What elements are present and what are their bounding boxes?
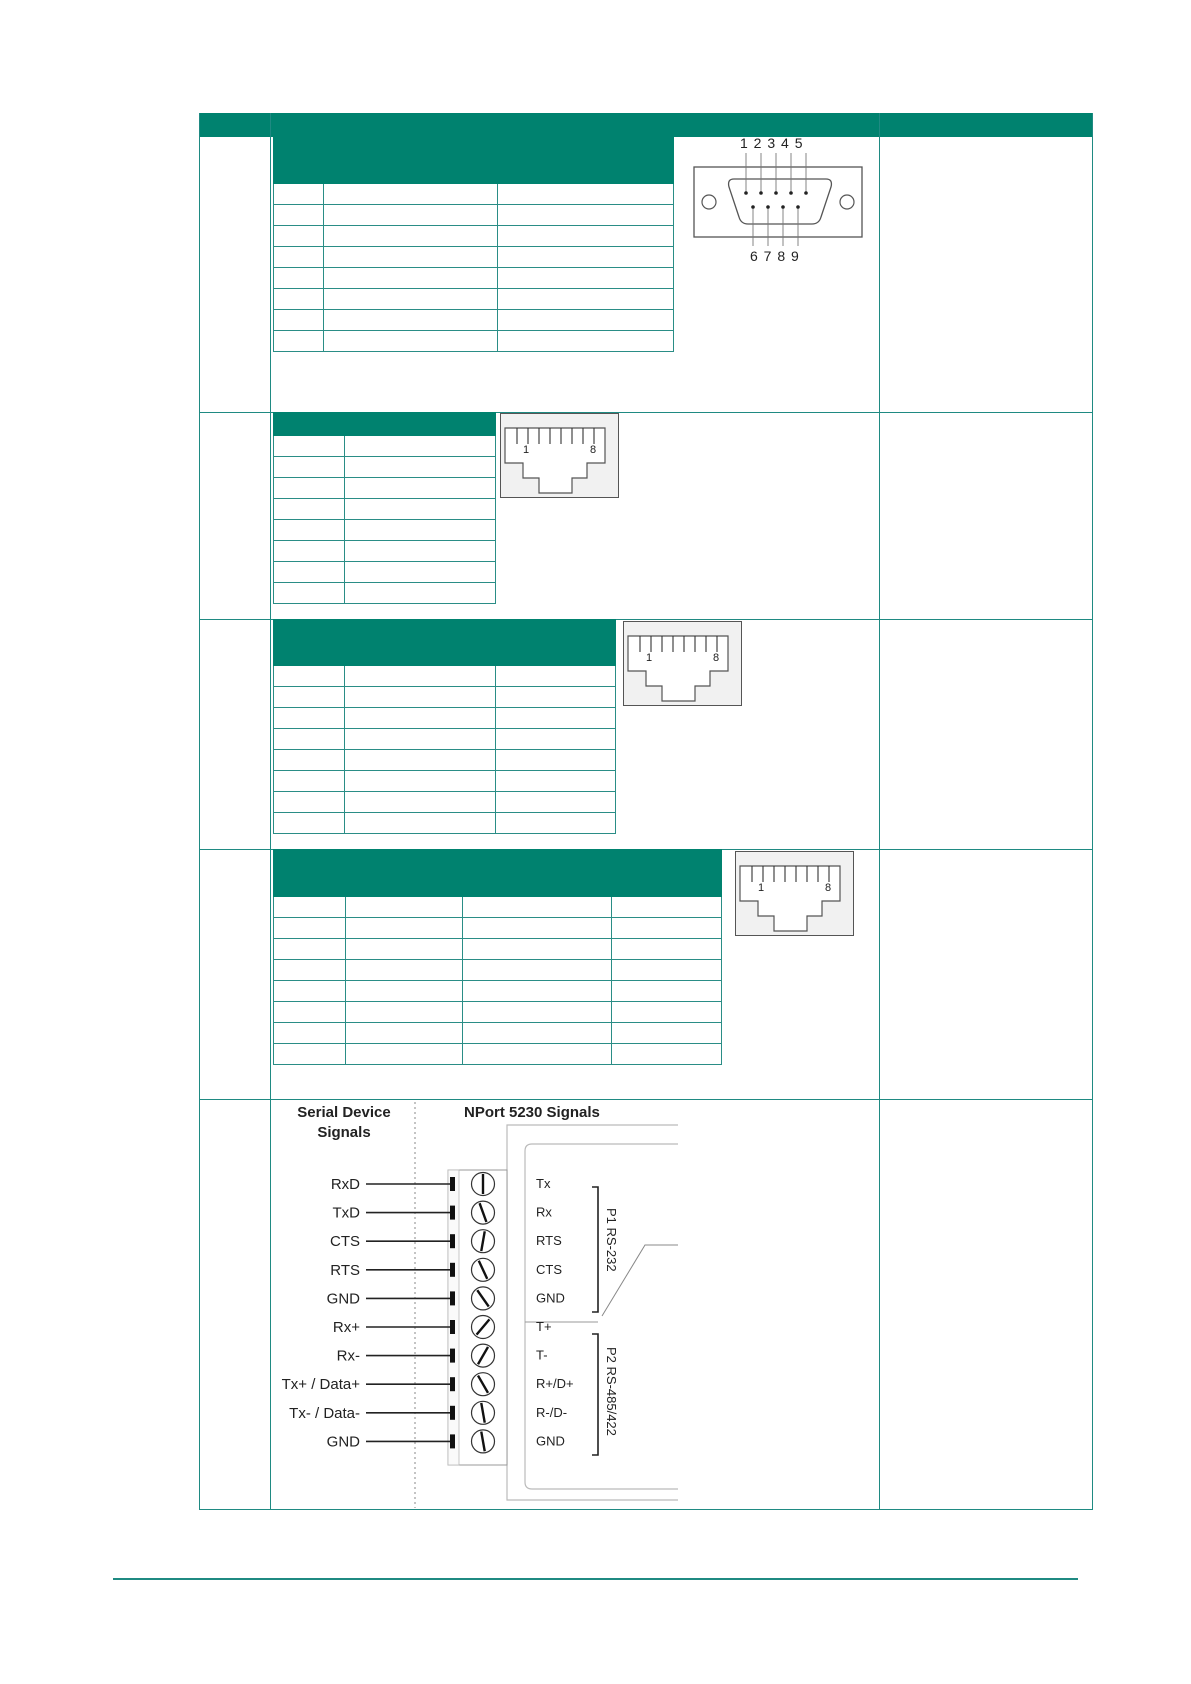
table-row: [274, 939, 722, 960]
port-signal-label: T-: [536, 1347, 548, 1363]
rj45-jack-icon: [500, 413, 619, 498]
wire-ferrule: [450, 1234, 455, 1248]
table-row: [274, 331, 674, 352]
wiring-row: [327, 1287, 565, 1310]
table-col-divider-2: [879, 113, 880, 1509]
p2-rs485-label: P2 RS-485/422: [604, 1347, 619, 1436]
table-row: [274, 268, 674, 289]
footer-rule: [113, 1578, 1078, 1580]
rj45-pin-8-label: 8: [713, 652, 720, 664]
wiring-row: [333, 1201, 553, 1224]
wiring-row: [333, 1316, 552, 1339]
table-col-divider-1: [270, 113, 271, 1509]
port-signal-label: Tx: [536, 1176, 551, 1191]
table-row: [274, 205, 674, 226]
rj45-pin-1-label: 1: [646, 652, 653, 664]
rj45-pin-table-3: [273, 849, 722, 1065]
port-signal-label: GND: [536, 1290, 565, 1306]
table-row: [274, 226, 674, 247]
device-signal-label: TxD: [332, 1204, 360, 1222]
rj45-jack-icon: [623, 621, 742, 706]
table-head: [274, 850, 722, 897]
table-row: [274, 729, 616, 750]
table-row: [274, 897, 722, 918]
wire-ferrule: [450, 1406, 455, 1420]
device-signal-label: RTS: [330, 1261, 360, 1279]
port-signal-label: T+: [536, 1319, 552, 1334]
wiring-row: [330, 1230, 562, 1253]
table-row: [274, 792, 616, 813]
table-head: [274, 413, 496, 436]
rj45-pin-table-1: [273, 412, 496, 604]
table-row: [274, 687, 616, 708]
device-signal-label: GND: [326, 1290, 360, 1308]
device-signal-label: GND: [326, 1433, 360, 1451]
device-signal-label: Rx+: [332, 1319, 360, 1336]
port-signal-label: RTS: [536, 1233, 562, 1249]
rj45-pin-8-label: 8: [590, 444, 597, 456]
table-row: [274, 541, 496, 562]
port-signal-label: Rx: [536, 1204, 552, 1220]
table-row: [274, 457, 496, 478]
db9-connector-diagram: [690, 135, 870, 265]
table-row: [274, 666, 616, 687]
wiring-rows: [272, 1100, 678, 1508]
p1-rs232-label: P1 RS-232: [604, 1208, 619, 1272]
wire-ferrule: [450, 1263, 455, 1277]
table-row: [274, 960, 722, 981]
table-row: [274, 981, 722, 1002]
table-row: [274, 436, 496, 457]
rj45-jack-icon: [735, 851, 854, 936]
wiring-row: [331, 1173, 551, 1196]
serial-device-title-line1: Serial Device: [297, 1104, 391, 1121]
table-row: [274, 1002, 722, 1023]
device-signal-label: CTS: [330, 1233, 360, 1251]
table-border-left: [199, 113, 200, 1509]
rj45-pin-table-2: [273, 619, 616, 834]
table-row: [274, 562, 496, 583]
device-signal-label: Rx-: [336, 1347, 360, 1365]
table-row: [274, 813, 616, 834]
nport-signals-title: NPort 5230 Signals: [464, 1104, 600, 1121]
port-signal-label: R-/D-: [536, 1404, 568, 1420]
table-row: [274, 478, 496, 499]
table-row: [274, 499, 496, 520]
wiring-row: [327, 1430, 565, 1453]
serial-device-title-line2: Signals: [317, 1124, 371, 1141]
table-row: [274, 520, 496, 541]
wire-ferrule: [450, 1291, 455, 1305]
wiring-row: [330, 1258, 562, 1281]
table-row: [274, 289, 674, 310]
table-row: [274, 708, 616, 729]
wiring-row: [337, 1344, 548, 1367]
table-row: [274, 247, 674, 268]
wire-ferrule: [450, 1177, 455, 1191]
device-signal-label: Tx+ / Data+: [281, 1376, 360, 1394]
rj45-pin-1-label: 1: [758, 882, 765, 894]
table-row: [274, 583, 496, 604]
table-row: [274, 771, 616, 792]
wiring-row: [282, 1373, 574, 1396]
table-head: [274, 620, 616, 666]
wire-ferrule: [450, 1320, 455, 1334]
db9-bottom-pin-numbers: 6 7 8 9: [750, 248, 800, 264]
wiring-diagram: [272, 1100, 678, 1508]
wiring-row: [289, 1401, 567, 1424]
port-signal-label: CTS: [536, 1261, 562, 1277]
table-row: [274, 918, 722, 939]
rj45-pin-1-label: 1: [523, 444, 530, 456]
wire-ferrule: [450, 1377, 455, 1391]
wire-ferrule: [450, 1434, 455, 1448]
table-row: [274, 184, 674, 205]
table-header-bar: [199, 113, 1093, 137]
table-row: [274, 1023, 722, 1044]
db9-top-pin-numbers: 1 2 3 4 5: [740, 135, 804, 151]
port-signal-label: R+/D+: [536, 1376, 574, 1392]
wire-ferrule: [450, 1206, 455, 1220]
db9-pin-table: [273, 137, 674, 352]
table-row: [274, 1044, 722, 1065]
device-signal-label: Tx- / Data-: [289, 1404, 360, 1422]
table-border-bottom: [199, 1509, 1093, 1510]
rj45-pin-8-label: 8: [825, 882, 832, 894]
table-row: [274, 310, 674, 331]
db9-plug-icon: [690, 135, 870, 265]
device-signal-label: RxD: [330, 1176, 360, 1193]
table-head: [274, 138, 674, 184]
port-signal-label: GND: [536, 1433, 565, 1449]
table-border-right: [1092, 113, 1093, 1509]
table-row: [274, 750, 616, 771]
wire-ferrule: [450, 1349, 455, 1363]
